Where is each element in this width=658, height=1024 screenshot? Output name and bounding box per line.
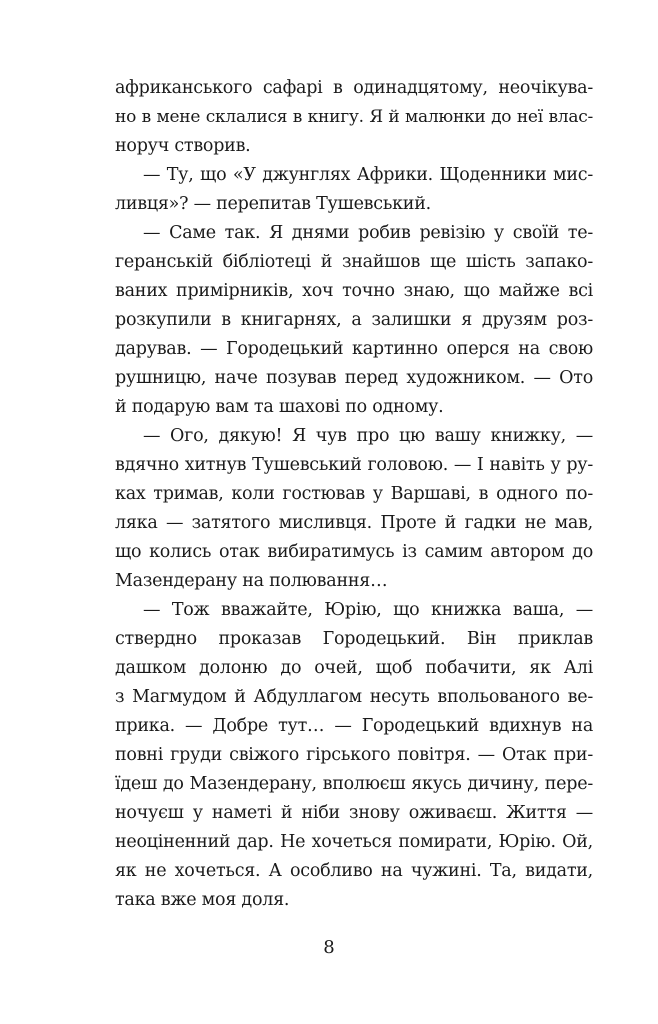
text-line: розкупили в книгарнях, а залишки я друзям роз-	[115, 310, 593, 330]
text-line: як не хочеться. А особливо на чужині. Та, видати,	[115, 861, 593, 881]
text-line: рушницю, наче позував перед художником. — Ото	[115, 368, 593, 388]
text-line: африканського сафарі в одинадцятому, неочікува-	[115, 78, 593, 98]
page-number: 8	[323, 937, 335, 958]
text-line: прика. — Добре тут… — Городецький вдихнув на	[115, 716, 593, 736]
text-line: ках тримав, коли гостював у Варшаві, в одного по-	[115, 484, 593, 504]
text-line: но в мене склалися в книгу. Я й малюнки до неї влас-	[115, 107, 593, 127]
text-line: — Ту, що «У джунглях Африки. Щоденники мис-	[143, 165, 593, 185]
text-line: з Магмудом й Абдуллагом несуть впольованого ве-	[115, 687, 593, 707]
text-line: Мазендерану на полювання…	[115, 571, 388, 591]
text-line: вдячно хитнув Тушевський головою. — І навіть у ру-	[115, 455, 593, 475]
text-line: повні груди свіжого гірського повітря. — Отак при-	[115, 745, 593, 765]
text-line: — Тож вважайте, Юрію, що книжка ваша, —	[143, 600, 593, 620]
text-line: ствердно проказав Городецький. Він приклав	[115, 629, 593, 649]
text-line: норуч створив.	[115, 136, 251, 156]
text-line: — Ого, дякую! Я чув про цю вашу книжку, —	[143, 426, 593, 446]
text-line: ляка — затятого мисливця. Проте й гадки не мав,	[115, 513, 593, 533]
text-line: ночуєш у наметі й ніби знову оживаєш. Життя —	[115, 803, 593, 823]
text-line: ваних примірників, хоч точно знаю, що майже всі	[115, 281, 593, 301]
text-line: дашком долоню до очей, щоб побачити, як Алі	[115, 658, 593, 678]
text-line: — Саме так. Я днями робив ревізію у своїй те-	[143, 223, 593, 243]
text-line: дарував. — Городецький картинно оперся на свою	[115, 339, 593, 359]
text-line: й подарую вам та шахові по одному.	[115, 397, 444, 417]
text-line: ливця»? — перепитав Тушевський.	[115, 194, 431, 214]
text-line: їдеш до Мазендерану, вполюєш якусь дичину, пере-	[115, 774, 593, 794]
text-line: геранській бібліотеці й знайшов ще шість запако-	[115, 252, 593, 272]
text-line: що колись отак вибиратимусь із самим автором до	[115, 542, 593, 562]
text-line: неоціненний дар. Не хочеться помирати, Юрію. Ой,	[115, 832, 593, 852]
text-line: така вже моя доля.	[115, 890, 290, 910]
